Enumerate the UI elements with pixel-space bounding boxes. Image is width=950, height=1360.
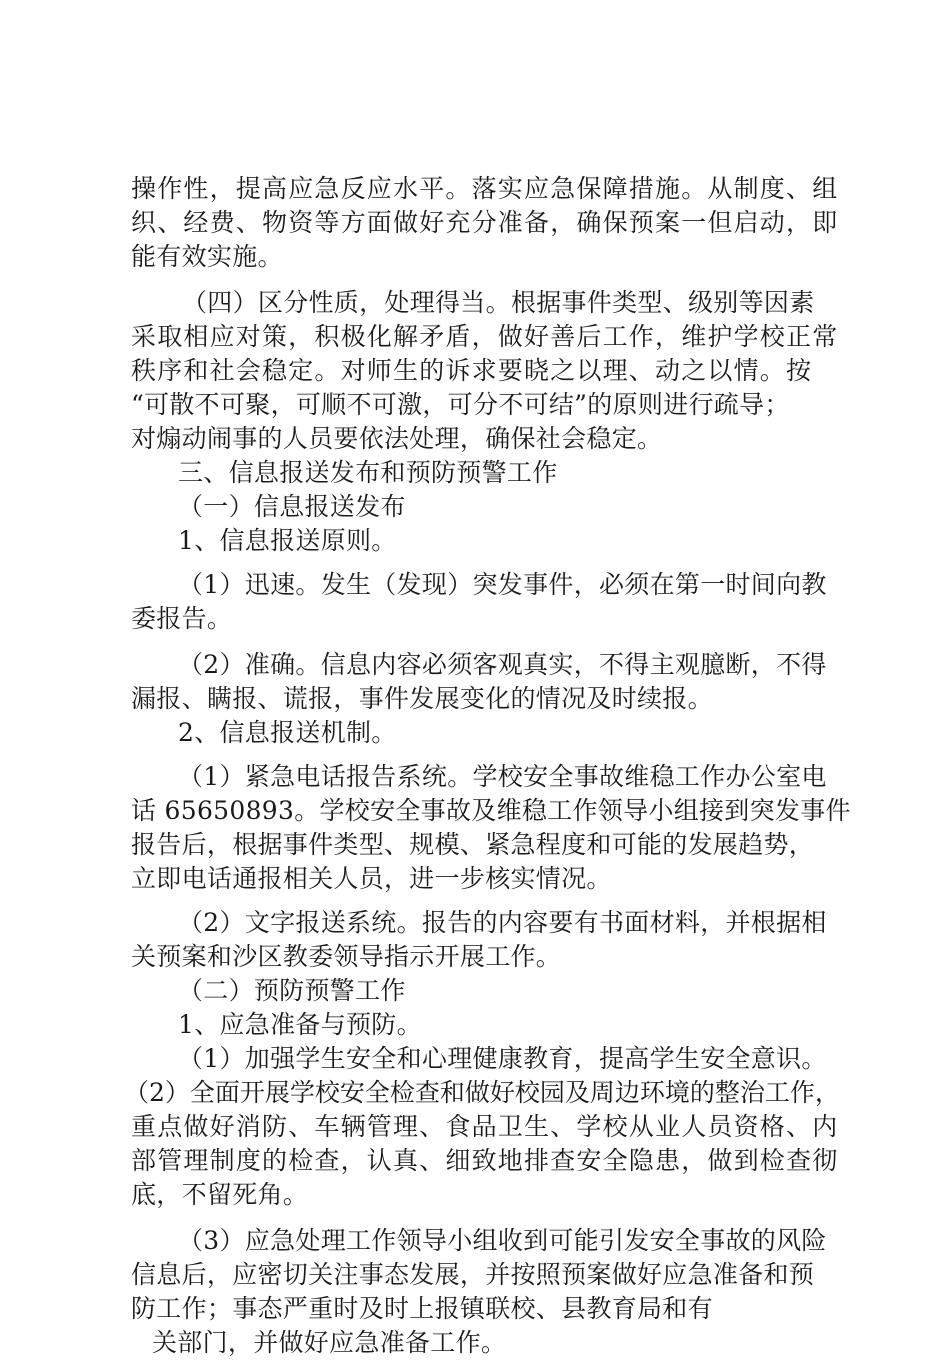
text-line: 底，不留死角。: [131, 1180, 309, 1209]
text-line: “可散不可聚，可顺不可激，可分不可结”的原则进行疏导；: [131, 390, 790, 419]
text-line: 对煽动闹事的人员要依法处理，确保社会稳定。: [131, 424, 663, 453]
text-line: （2）准确。信息内容必须客观真实，不得主观臆断，不得: [178, 650, 827, 679]
text-line: 部管理制度的检查，认真、细致地排查安全隐患，做到检查彻: [131, 1146, 839, 1175]
text-line: 能有效实施。: [131, 242, 283, 271]
text-line: 报告后，根据事件类型、规模、紧急程度和可能的发展趋势，: [131, 830, 815, 859]
text-line: 秩序和社会稳定。对师生的诉求要晓之以理、动之以情。按: [131, 356, 813, 385]
text-line: 信息后，应密切关注事态发展，并按照预案做好应急准备和预: [131, 1260, 815, 1289]
text-line: 漏报、瞒报、谎报，事件发展变化的情况及时续报。: [131, 684, 713, 713]
text-line: 操作性，提高应急反应水平。落实应急保障措施。从制度、组: [131, 174, 839, 203]
text-line: 关预案和沙区教委领导指示开展工作。: [131, 942, 562, 971]
text-line: （2）文字报送系统。报告的内容要有书面材料，并根据相: [178, 908, 827, 937]
text-line: （四）区分性质，处理得当。根据事件类型、级别等因素: [182, 288, 815, 317]
text-line: 关部门，并做好应急准备工作。: [152, 1328, 507, 1357]
item-heading: 2、信息报送机制。: [178, 718, 397, 747]
text-line: 织、经费、物资等方面做好充分准备，确保预案一但启动，即: [131, 208, 839, 237]
subsection-heading: （二）预防预警工作: [178, 976, 406, 1005]
text-line: （3）应急处理工作领导小组收到可能引发安全事故的风险: [178, 1226, 827, 1255]
item-heading: 1、信息报送原则。: [178, 526, 397, 555]
text-line: （2）全面开展学校安全检查和做好校园及周边环境的整治工作，: [124, 1078, 840, 1107]
item-heading: 1、应急准备与预防。: [178, 1010, 422, 1039]
subsection-heading: （一）信息报送发布: [178, 492, 406, 521]
text-line: 话 65650893。学校安全事故及维稳工作领导小组接到突发事件: [131, 796, 851, 825]
text-line: 立即电话通报相关人员，进一步核实情况。: [131, 864, 612, 893]
text-line: （1）紧急电话报告系统。学校安全事故维稳工作办公室电: [178, 762, 827, 791]
text-line: 防工作；事态严重时及时上报镇联校、县教育局和有: [131, 1294, 713, 1323]
text-line: 重点做好消防、车辆管理、食品卫生、学校从业人员资格、内: [131, 1112, 839, 1141]
text-line: （1）迅速。发生（发现）突发事件，必须在第一时间向教: [178, 570, 827, 599]
text-line: （1）加强学生安全和心理健康教育，提高学生安全意识。: [178, 1044, 827, 1073]
section-heading: 三、信息报送发布和预防预警工作: [178, 458, 558, 487]
text-line: 采取相应对策，积极化解矛盾，做好善后工作，维护学校正常: [131, 322, 839, 351]
text-line: 委报告。: [131, 604, 233, 633]
